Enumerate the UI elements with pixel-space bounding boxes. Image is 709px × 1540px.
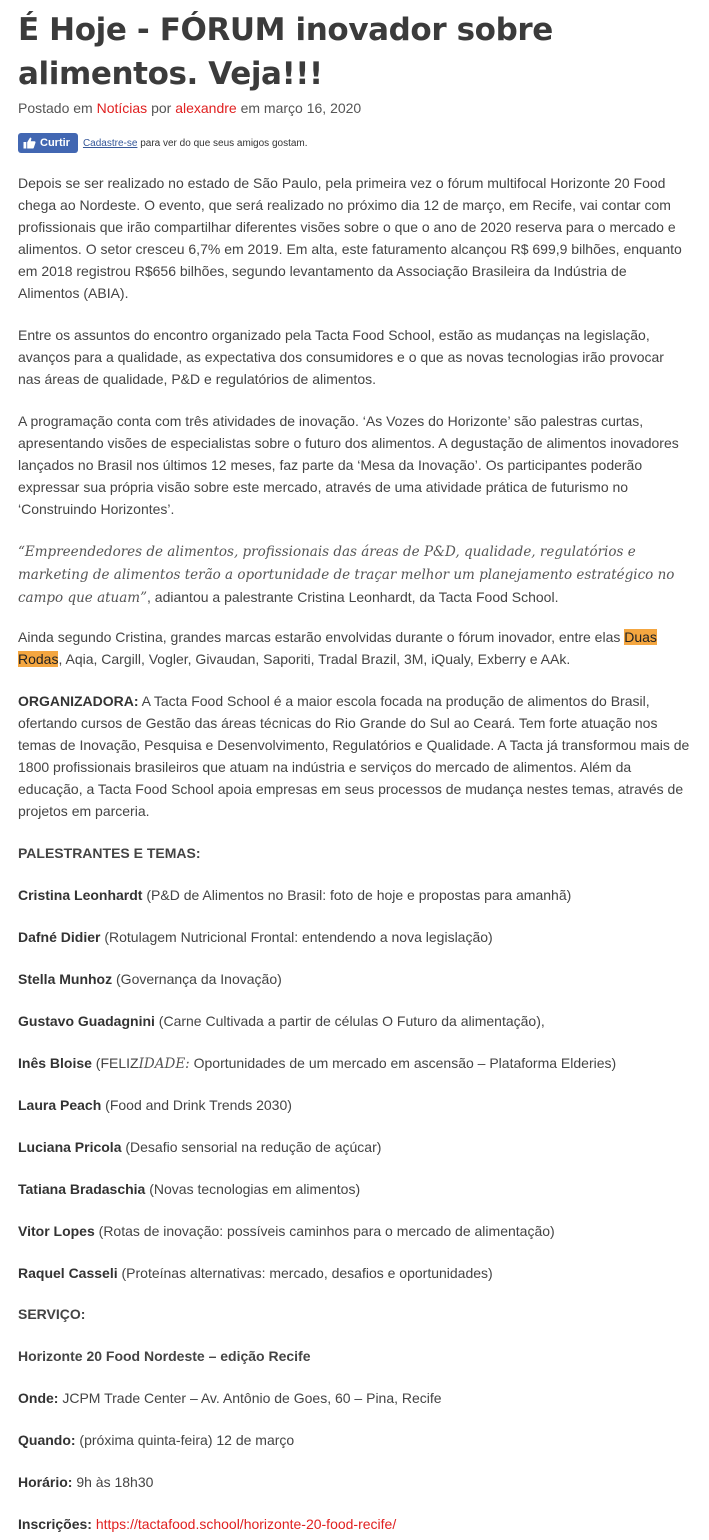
facebook-like-button[interactable] xyxy=(18,133,78,153)
organizer-label: ORGANIZADORA: xyxy=(18,693,139,709)
article-paragraph-1: Depois se ser realizado no estado de São Paulo, pela primeira vez o fórum multifocal Horizonte 20 Food chega ao Nordeste. O evento, que será realizado no próximo dia 12 de março, em Recife, vai contar com profissionais que irão compartilhar diferentes visões sobre o que o ano de 2020 reserva para o mercado e alimentos. O setor cresceu 6,7% em 2019. Em alta, este faturamento alcançou R$ 699,9 bilhões, enquanto em 2018 registrou R$656 bilhões, segundo levantamento da Associação Brasileira da Indústria de Alimentos (ABIA). xyxy=(18,175,682,301)
speaker-item xyxy=(18,1262,698,1284)
time-label: Horário: xyxy=(18,1474,73,1490)
speaker-topic-italic: IDADE: xyxy=(138,1056,190,1072)
where-label: Onde: xyxy=(18,1390,59,1406)
highlighted-brand: Duas Rodas xyxy=(18,629,657,667)
speaker-topic: (Governança da Inovação) xyxy=(112,971,282,987)
speaker-topic: (Proteínas alternativas: mercado, desafios e oportunidades) xyxy=(117,1265,493,1281)
post-meta xyxy=(18,100,361,116)
facebook-signup-text xyxy=(83,138,308,149)
signup-link[interactable]: https://tactafood.school/horizonte-20-food-recife/ xyxy=(95,1516,397,1532)
speaker-topic-start: (FELIZ xyxy=(91,1055,139,1071)
speaker-name: Stella Munhoz xyxy=(18,971,113,987)
service-signup xyxy=(18,1513,698,1535)
speaker-name: Cristina Leonhardt xyxy=(18,887,143,903)
author-link[interactable]: alexandre xyxy=(175,100,237,116)
quote-text: “Empreendedores de alimentos, profissionais das áreas de P&D, qualidade, regulatórios e marketing de alimentos terão a oportunidade de traçar melhor um planejamento estratégico no campo que atuam” xyxy=(18,544,675,606)
service-when xyxy=(18,1429,698,1451)
facebook-signup-rest: para ver do que seus amigos gostam. xyxy=(140,137,308,149)
speaker-topic: (P&D de Alimentos no Brasil: foto de hoje e propostas para amanhã) xyxy=(142,887,572,903)
speaker-item xyxy=(18,1094,698,1116)
organizer-paragraph xyxy=(18,690,690,822)
speaker-item xyxy=(18,884,698,906)
when-label: Quando: xyxy=(18,1432,76,1448)
service-heading: SERVIÇO: xyxy=(18,1306,86,1322)
speaker-item xyxy=(18,1010,698,1032)
category-link[interactable]: Notícias xyxy=(96,100,148,116)
posted-in-text: Postado em xyxy=(18,100,93,116)
speaker-topic: (Food and Drink Trends 2030) xyxy=(101,1097,292,1113)
page-title: É Hoje - FÓRUM inovador sobre alimentos. Veja!!! xyxy=(18,12,553,92)
speaker-topic: (Novas tecnologias em alimentos) xyxy=(145,1181,361,1197)
speaker-item xyxy=(18,968,698,990)
time-value: 9h às 18h30 xyxy=(72,1474,154,1490)
service-where xyxy=(18,1387,698,1409)
speaker-topic-end: Oportunidades de um mercado em ascensão – Plataforma Elderies) xyxy=(189,1055,617,1071)
signup-label: Inscrições: xyxy=(18,1516,92,1532)
speaker-item xyxy=(18,1052,698,1075)
article-paragraph-2: Entre os assuntos do encontro organizado pela Tacta Food School, estão as mudanças na legislação, avanços para a qualidade, as expectativa dos consumidores e o que as novas tecnologias irão provocar nas áreas de qualidade, P&D e regulatórios de alimentos. xyxy=(18,327,664,387)
speaker-item xyxy=(18,1220,698,1242)
service-time xyxy=(18,1471,698,1493)
speaker-name: Tatiana Bradaschia xyxy=(18,1181,146,1197)
speaker-topic: (Desafio sensorial na redução de açúcar) xyxy=(121,1139,382,1155)
when-value: (próxima quinta-feira) 12 de março xyxy=(75,1432,295,1448)
by-text: por xyxy=(151,100,172,116)
quote-attribution: , adiantou a palestrante Cristina Leonhardt, da Tacta Food School. xyxy=(147,589,559,605)
where-value: JCPM Trade Center – Av. Antônio de Goes, 60 – Pina, Recife xyxy=(58,1390,442,1406)
speaker-topic: (Carne Cultivada a partir de células O Futuro da alimentação), xyxy=(154,1013,545,1029)
speakers-heading: PALESTRANTES E TEMAS: xyxy=(18,845,201,861)
speaker-item xyxy=(18,926,698,948)
article-quote-paragraph xyxy=(18,540,690,609)
speaker-topic: (Rotulagem Nutricional Frontal: entendendo a nova legislação) xyxy=(100,929,493,945)
speaker-name: Laura Peach xyxy=(18,1097,102,1113)
facebook-signup-link[interactable]: Cadastre-se xyxy=(82,137,138,149)
speaker-name: Gustavo Guadagnini xyxy=(18,1013,155,1029)
brands-list: , Aqia, Cargill, Vogler, Givaudan, Saporiti, Tradal Brazil, 3M, iQualy, Exberry e AAk. xyxy=(58,651,571,667)
speaker-name: Dafné Didier xyxy=(18,929,101,945)
facebook-like-label: Curtir xyxy=(40,137,70,149)
thumbs-up-icon xyxy=(23,137,36,149)
speaker-name: Luciana Pricola xyxy=(18,1139,122,1155)
brands-intro: Ainda segundo Cristina, grandes marcas estarão envolvidas durante o fórum inovador, entre elas xyxy=(18,629,625,645)
speaker-name: Vitor Lopes xyxy=(18,1223,95,1239)
post-date: em março 16, 2020 xyxy=(240,100,362,116)
speaker-name: Inês Bloise xyxy=(18,1055,92,1071)
speaker-item xyxy=(18,1136,698,1158)
speaker-name: Raquel Casseli xyxy=(18,1265,118,1281)
speaker-item xyxy=(18,1178,698,1200)
event-name: Horizonte 20 Food Nordeste – edição Recife xyxy=(18,1348,311,1364)
article-paragraph-3: A programação conta com três atividades de inovação. ‘As Vozes do Horizonte’ são palestras curtas, apresentando visões de especialistas sobre o futuro dos alimentos. A degustação de alimentos inovadores lançados no Brasil nos últimos 12 meses, faz parte da ‘Mesa da Inovação’. Os participantes poderão expressar sua própria visão sobre este mercado, através de uma atividade prática de futurismo no ‘Construindo Horizontes’. xyxy=(18,413,679,517)
speaker-topic: (Rotas de inovação: possíveis caminhos para o mercado de alimentação) xyxy=(94,1223,555,1239)
organizer-text: A Tacta Food School é a maior escola focada na produção de alimentos do Brasil, ofertando cursos de Gestão das áreas técnicas do Rio Grande do Sul ao Ceará. Tem forte atuação nos temas de Inovação, Pesquisa e Desenvolvimento, Regulatórios e Qualidade. A Tacta já transformou mais de 1800 profissionais brasileiros que atuam na indústria e serviços do mercado de alimentos. Além da educação, a Tacta Food School apoia empresas em seus processos de mudança nestes temas, através de projetos em parceria. xyxy=(18,693,690,819)
article-paragraph-brands xyxy=(18,626,690,670)
facebook-like-widget xyxy=(18,133,308,153)
